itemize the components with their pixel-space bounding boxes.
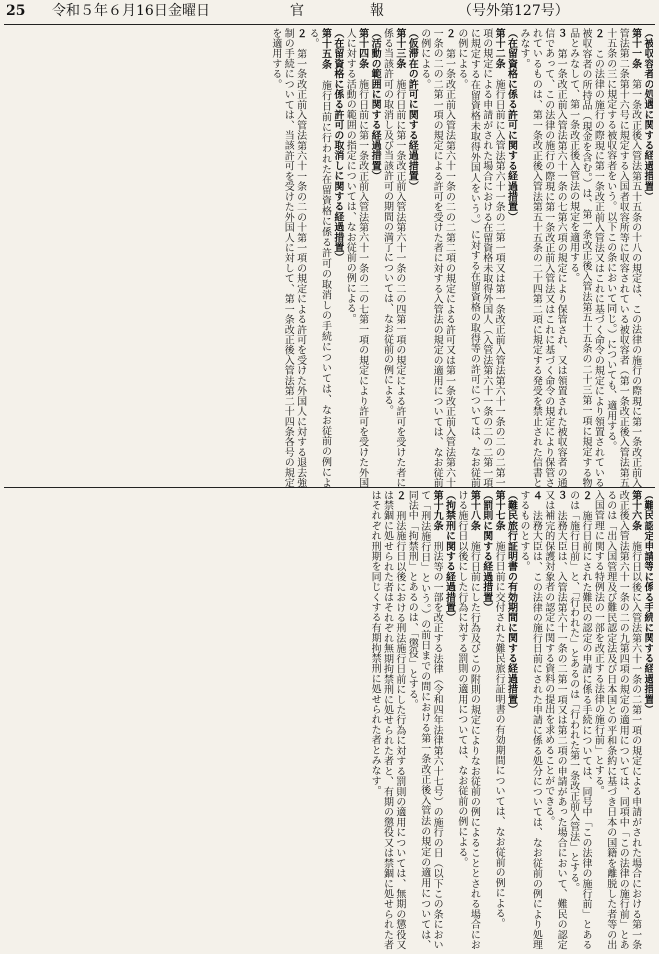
article-number: ３ bbox=[555, 490, 567, 501]
article-text: 施行日以後に入管法第六十一条の二第一項の規定による申請がされた場合における第一条改正後入管法第六十一条の二の九第四項の規定の適用については、同項中「この法律の施行前」とあるのは「出入国管理及び難民認定法及び日本国との平和条約に基づき日本の国籍を離脱した者等の出入国管理に関する特例法の一部を改正する法律の施行前」とする。 bbox=[592, 490, 641, 950]
paragraph bbox=[591, 490, 641, 950]
header-rule bbox=[4, 24, 655, 25]
weekday: 金曜日 bbox=[168, 3, 210, 19]
article-text: 第一条改正前入管法第六十一条の七第六項の規定により保管され、又は領置された被収容者の通信であって、この法律の施行の際現に第一条改正前入管法又はこれに基づく命令の規定により保管されているものは、第一条改正後入管法第五十五条の二十四第二項に規定する発受を禁止された信書とみなす。 bbox=[517, 28, 567, 488]
paragraph bbox=[455, 28, 505, 488]
article-number: 第十三条 bbox=[393, 28, 405, 69]
article-text: 施行日前に第一条改正前入管法第六十一条の二の四第一項の規定による許可を受けた者に係る当該許可の取消し及び当該許可の期間の満了については、なお従前の例による。 bbox=[381, 28, 405, 488]
paragraph bbox=[492, 490, 504, 950]
page-number: 25 bbox=[6, 3, 26, 19]
article-number: ２ bbox=[393, 490, 405, 501]
paragraph bbox=[566, 28, 603, 488]
article-number: 第十五条 bbox=[319, 28, 331, 70]
article-text: 第一条改正前入管法第六十一条の二の十第一項の規定による許可を受けた外国人に対する退去強制の手続については、当該許可を受けた外国人に対して、第一条改正後入管法第二十四条各号の規定を適用する。 bbox=[269, 28, 306, 488]
gazette-title-po: 報 bbox=[370, 3, 384, 19]
article-text: 刑法施行日以後における刑法施行日前にした行為に対する罰則の適用については、無期の懲役又は禁錮に処せられた者はそれぞれ無期拘禁刑に処せられた者と、有期の懲役又は禁錮に処せられた者はそれぞれ刑期を同じくする有期拘禁刑に処せられた者とみなす。 bbox=[369, 490, 405, 950]
article-text: 法務大臣は、入管法第六十一条の二第一項又は第二項の申請があった場合において、難民の認定又は補完的保護対象者の認定に関する資料の提出を求めることができる。 bbox=[542, 490, 567, 950]
paragraph bbox=[380, 28, 405, 488]
paragraph bbox=[641, 28, 653, 488]
bottom-text-section bbox=[6, 490, 653, 950]
article-text: 施行日前にした行為及びこの附則の規定によりなお従前の例によることとされる場合における施行日以後にした行為に対する罰則の適用については、なお従前の例による。 bbox=[455, 490, 480, 950]
paragraph bbox=[405, 28, 417, 488]
gazette-title-kan: 官 bbox=[290, 3, 306, 19]
article-number: ４ bbox=[530, 490, 542, 501]
paragraph bbox=[455, 490, 480, 950]
gazette-header bbox=[0, 0, 659, 24]
article-number: ３ bbox=[555, 28, 567, 39]
article-number: 第十一条 bbox=[629, 28, 641, 69]
article-number: 第十六条 bbox=[629, 490, 641, 531]
article-text: 刑法等の一部を改正する法律（令和四年法律第六十七号）の施行の日（以下この条において「刑法施行日」という。）の前日までの間における第一条改正後入管法の規定の適用については、同法中「拘禁刑」とあるのは、「懲役」とする。 bbox=[406, 490, 443, 950]
article-caption: （在留資格に係る許可の取消しに関する経過措置） bbox=[331, 28, 343, 263]
article-text: 施行日前に入管法第六十一条の二第一項又は第一条改正前入管法第六十一条の二の二第一項の規定による申請がされた場合における在留資格未取得外国人（入管法第六十一条の二の二第一項に規定する在留資格未取得外国人をいう。）に対する在留資格の取得等の許可については、なお従前の例による。 bbox=[455, 28, 505, 488]
paragraph bbox=[330, 28, 342, 488]
article-caption: （難民認定申請等に係る手続に関する経過措置） bbox=[642, 490, 653, 715]
paragraph bbox=[306, 28, 331, 488]
article-number: ２ bbox=[294, 28, 306, 39]
article-text: 施行日前に第一条改正前入管法第六十一条の二の七第一項の規定により許可を受けた外国人に対する活動の範囲の指定については、なお従前の例による。 bbox=[344, 28, 368, 488]
article-caption: （在留資格に係る許可に関する経過措置） bbox=[505, 28, 517, 222]
paragraph bbox=[504, 490, 516, 950]
article-caption: （拘禁刑に関する経過措置） bbox=[443, 490, 455, 623]
article-number: ２ bbox=[592, 28, 604, 39]
article-text: 施行日前にされた難民の認定の申請に係る手続については、同号中「この法律の施行前」とあるのは「施行日前」と、「行われた」とあるのは「行われた第一条改正前入管法」とする。 bbox=[567, 490, 591, 950]
article-text: 第一条改正後入管法第五十五条の十八の規定は、この法律の施行の際現に第一条改正前入管法第二条第十六号に規定する入国者収容所等に収容されている被収容者（第一条改正後入管法第五十五条の三に規定する被収容者をいう。以下この条において同じ。）についても、適用する。 bbox=[604, 28, 641, 488]
issue-number: （号外第127号） bbox=[458, 3, 569, 19]
paragraph bbox=[641, 490, 653, 950]
middle-rule bbox=[4, 487, 655, 488]
article-caption: （仮滞在の許可に関する経過措置） bbox=[406, 28, 418, 192]
top-vertical-text bbox=[6, 28, 653, 488]
paragraph bbox=[517, 490, 542, 950]
article-caption: （活動の範囲に関する経過措置） bbox=[369, 28, 381, 181]
article-text: 施行日前に交付された難民旅行証明書の有効期間については、なお従前の例による。 bbox=[493, 530, 505, 929]
paragraph bbox=[343, 28, 368, 488]
paragraph bbox=[368, 490, 405, 950]
article-caption: （罰則に関する経過措置） bbox=[480, 490, 492, 613]
paragraph bbox=[268, 28, 305, 488]
article-number: 第十二条 bbox=[493, 28, 505, 69]
paragraph bbox=[417, 28, 454, 488]
article-number: 第十八条 bbox=[468, 490, 480, 531]
paragraph bbox=[566, 490, 591, 950]
top-text-section bbox=[6, 28, 653, 488]
article-text: この法律の施行の際現に第一条改正前入管法又はこれに基づく命令の規定により領置されている被収容者の所持品（現金を含む。）は、第一条改正後入管法第五十五条の二十三第一項に規定する物品とみなして、第一条改正後入管法の規定を適用する。 bbox=[567, 28, 604, 488]
paragraph bbox=[603, 28, 640, 488]
paragraph bbox=[517, 28, 567, 488]
article-caption: （被収容者の処遇に関する経過措置） bbox=[642, 28, 653, 202]
article-text: 施行日前に行われた在留資格に係る許可の取消しの手続については、なお従前の例による。 bbox=[307, 28, 331, 488]
paragraph bbox=[541, 490, 566, 950]
article-number: ２ bbox=[443, 28, 455, 39]
article-number: 第十九条 bbox=[431, 490, 443, 531]
paragraph bbox=[479, 490, 491, 950]
issue-date: 令和５年６月16日 bbox=[52, 3, 168, 19]
paragraph bbox=[368, 28, 380, 488]
paragraph bbox=[504, 28, 516, 488]
article-number: 第十七条 bbox=[493, 490, 505, 531]
article-text: 法務大臣は、この法律の施行日前にされた申請に係る処分については、なお従前の例により処理するものとする。 bbox=[517, 490, 542, 950]
bottom-vertical-text bbox=[6, 490, 653, 950]
paragraph bbox=[442, 490, 454, 950]
article-text: 第一条改正前入管法第六十一条の二の二第二項の規定による許可又は第一条改正前入管法第六十一条の二の二第一項の規定による許可を受けた者に対する入管法の規定の適用については、なお従前の例による。 bbox=[418, 28, 455, 488]
article-caption: （難民旅行証明書の有効期間に関する経過措置） bbox=[505, 490, 517, 715]
paragraph bbox=[405, 490, 442, 950]
article-number: ２ bbox=[579, 490, 591, 501]
article-number: 第十四条 bbox=[356, 28, 368, 69]
